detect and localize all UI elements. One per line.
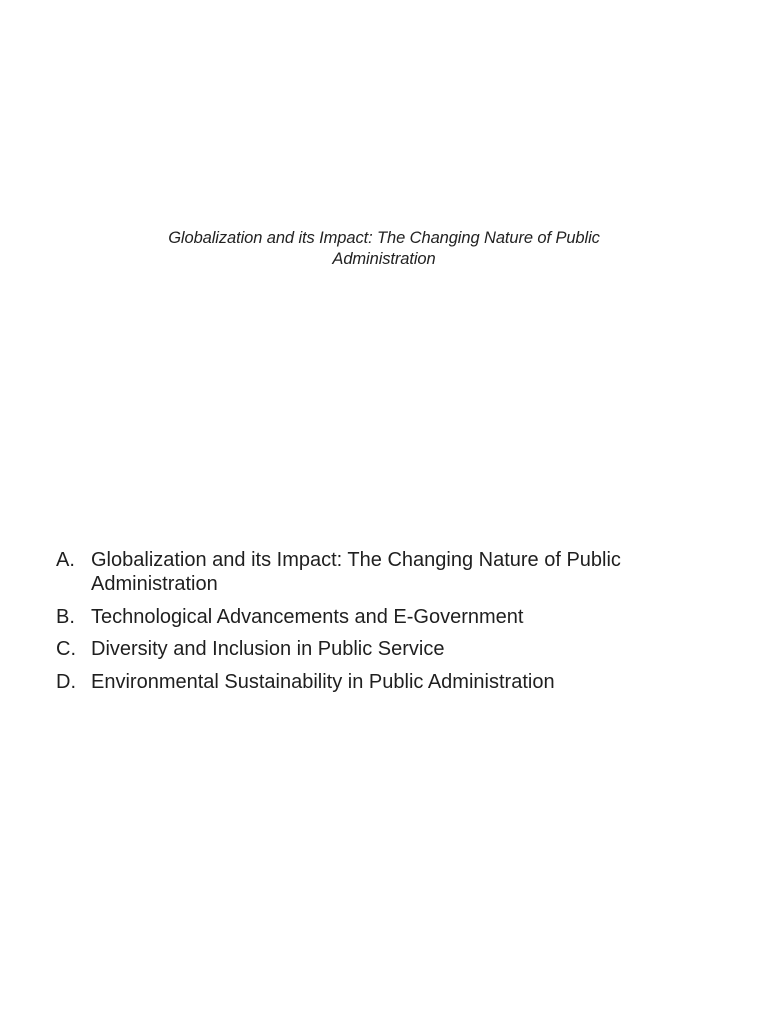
outline-item bbox=[56, 605, 696, 629]
outline-item bbox=[56, 670, 696, 694]
outline-marker: A. bbox=[56, 549, 75, 571]
outline-marker: B. bbox=[56, 605, 75, 628]
outline-item bbox=[56, 637, 696, 661]
outline-item-text: Technological Advancements and E-Government bbox=[91, 605, 524, 628]
outline-item-text: Diversity and Inclusion in Public Service bbox=[91, 638, 445, 660]
outline-item-text: Globalization and its Impact: The Changing Nature of Public Administration bbox=[91, 549, 621, 595]
outline-item bbox=[56, 548, 696, 596]
outline-item-text: Environmental Sustainability in Public Administration bbox=[91, 670, 555, 693]
outline-marker: D. bbox=[56, 670, 76, 693]
document-title: Globalization and its Impact: The Changing Nature of Public Administration bbox=[168, 229, 600, 268]
outline-marker: C. bbox=[56, 638, 76, 660]
outline-list bbox=[56, 548, 696, 702]
